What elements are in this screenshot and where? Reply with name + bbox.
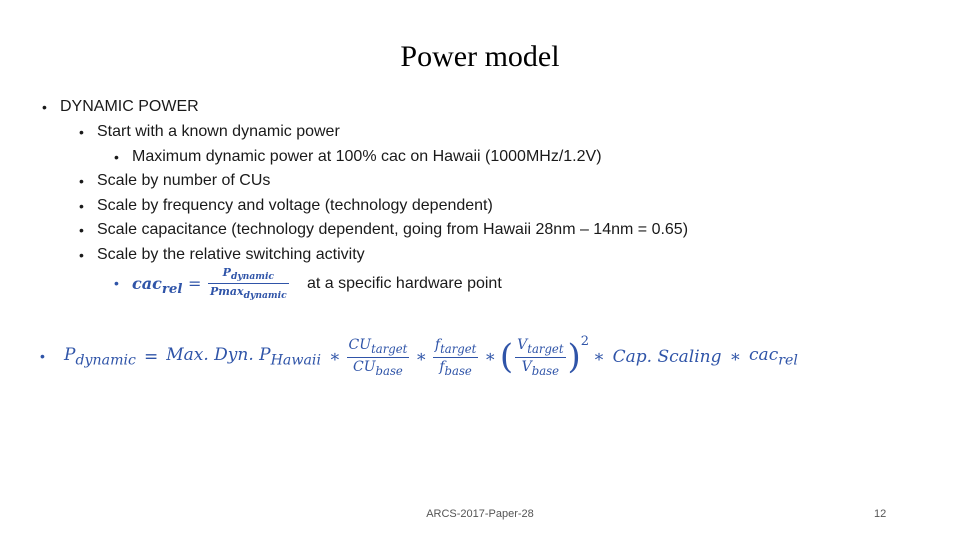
bullet-dot: • (40, 348, 45, 364)
eq-equals: = (143, 347, 159, 367)
f-numerator: $f_{target}$ (434, 336, 477, 356)
v-numerator: $V_{target}$ (517, 336, 564, 356)
bullet-dot: • (79, 124, 84, 140)
eq-v-fraction (515, 337, 565, 378)
eq-f-fraction (433, 337, 478, 378)
bullet-text: Scale by frequency and voltage (technology dependent) (97, 197, 493, 214)
bullet-dynamic-power (42, 97, 199, 117)
eq-cac-rel: cac$_{rel}$ (749, 345, 798, 369)
cac-fraction (208, 266, 289, 301)
bullet-scale-cus (79, 171, 271, 191)
bullet-max-power (114, 147, 602, 167)
eq-lhs: $P_{dynamic}$ (64, 345, 136, 369)
eq-times: ∗ (729, 347, 742, 367)
slide-footer: ARCS-2017-Paper-28 (426, 508, 534, 520)
cac-rel-symbol: cac$_{rel}$ (132, 274, 183, 298)
cac-description: at a specific hardware point (307, 275, 502, 292)
fraction-denominator: Pmax$_{dynamic}$ (210, 285, 287, 302)
f-denominator: $f_{base}$ (433, 357, 478, 378)
bullet-scale-cap (79, 220, 689, 240)
exponent: 2 (580, 333, 590, 349)
bullet-known-power (79, 122, 340, 142)
dynamic-power-equation (40, 334, 800, 380)
bullet-text: Scale by number of CUs (97, 172, 271, 189)
bullet-dot: • (114, 149, 119, 165)
eq-times: ∗ (593, 347, 605, 367)
bullet-dot: • (79, 173, 84, 189)
bullet-text: Scale capacitance (technology dependent, going from Hawaii 28nm – 14nm = 0.65) (97, 221, 689, 238)
eq-times: ∗ (415, 347, 427, 367)
eq-cap-scaling: Cap. Scaling (612, 347, 722, 367)
bullet-scale-activity (79, 245, 365, 265)
cu-denominator: $CU_{base}$ (347, 357, 410, 378)
right-paren: ) (567, 337, 581, 377)
equals-sign: = (188, 274, 202, 293)
equation-body (60, 334, 802, 380)
eq-max-dyn-power: Max. Dyn. $P_{Hawaii}$ (166, 345, 321, 369)
bullet-scale-freq (79, 196, 493, 216)
bullet-dot: • (114, 275, 119, 291)
page-number: 12 (874, 508, 887, 520)
eq-times: ∗ (484, 347, 496, 367)
bullet-text: Maximum dynamic power at 100% cac on Hawaii (1000MHz/1.2V) (132, 148, 602, 165)
eq-times: ∗ (328, 347, 341, 367)
bullet-text: Start with a known dynamic power (97, 123, 340, 140)
bullet-dot: • (79, 198, 84, 214)
bullet-dot: • (42, 99, 47, 115)
bullet-dot: • (79, 247, 84, 263)
slide-title: Power model (400, 40, 560, 73)
cu-numerator: $CU_{target}$ (348, 336, 408, 356)
bullet-text: DYNAMIC POWER (60, 98, 199, 115)
bullet-dot: • (79, 222, 84, 238)
left-paren: ( (499, 337, 514, 377)
eq-voltage-squared (499, 333, 590, 378)
bullet-text: Scale by the relative switching activity (97, 246, 365, 263)
v-denominator: $V_{base}$ (515, 357, 565, 378)
fraction-numerator: $P_{dynamic}$ (222, 266, 274, 283)
eq-cu-fraction (347, 337, 410, 378)
